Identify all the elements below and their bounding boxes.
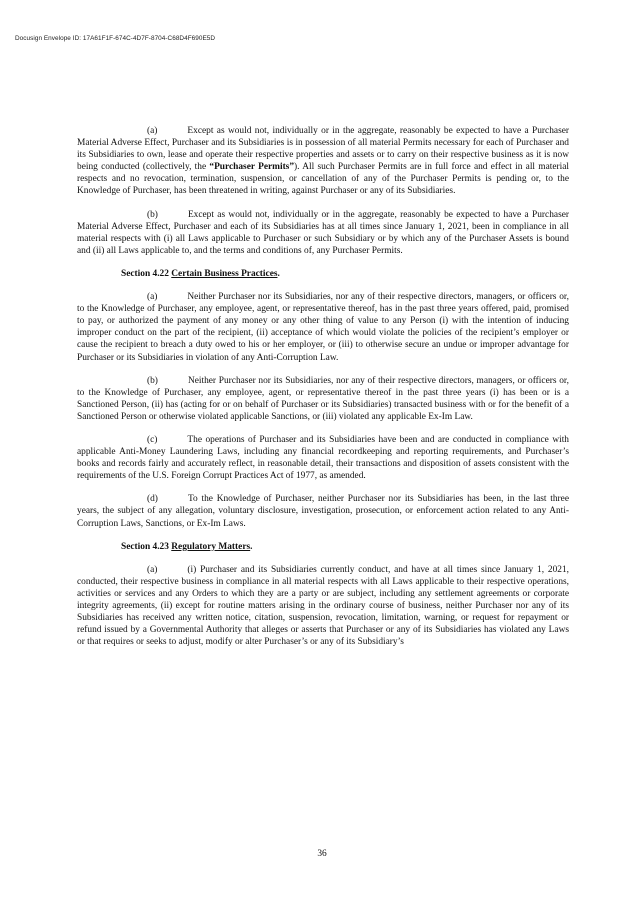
paragraph-label: (a) <box>147 292 158 303</box>
paragraph-text: Except as would not, individually or in the aggregate, reasonably be expected to have a Purchaser Material Adverse Effect, Purchaser and its Subsidiaries is in possession of all material Permits necessary for each of Purchaser and its Subsidiaries to own, lease and operate their respective properties and assets or to carry on their respective business as it is now being conducted (collectively, the <box>77 126 569 173</box>
docusign-envelope-id: Docusign Envelope ID: 17A61F1F-674C-4D7F-8704-C68D4F690E5D <box>15 35 216 42</box>
section-title-end: . <box>250 541 253 552</box>
paragraph-text: ). All such Purchaser Permits are in full force and effect in all material respects and no revocation, termination, suspension, or cancellation of any of the Purchaser Permits is pending or, to the Knowledge of Purchaser, has been threatened in writing, against Purchaser or any of its Subsidiaries. <box>77 162 569 197</box>
section-number: Section 4.23 <box>121 541 169 552</box>
paragraph-label: (d) <box>147 494 158 505</box>
section-4-23-heading <box>121 541 569 553</box>
document-body <box>77 125 569 659</box>
paragraph-4-22-a <box>77 291 569 364</box>
section-title-end: . <box>277 268 280 279</box>
section-number: Section 4.22 <box>121 268 169 279</box>
paragraph-4-21-a <box>77 125 569 198</box>
paragraph-text: Neither Purchaser nor its Subsidiaries, nor any of their respective directors, managers, or officers or, to the Knowledge of Purchaser, any employee, agent, or representative thereof, has in the past three years offered, paid, promised to pay, or authorized the payment of any money or any other thing of value to any Person (i) with the intention of inducing improper conduct on the part of the recipient, (ii) acceptance of which would violate the policies of the recipient’s employer or cause the recipient to breach a duty owed to his or her employer, or (iii) to otherwise secure an undue or improper advantage for Purchaser or its Subsidiaries in violation of any Anti-Corruption Law. <box>77 292 569 363</box>
paragraph-label: (a) <box>147 564 158 575</box>
page-number: 36 <box>317 849 327 859</box>
paragraph-4-23-a <box>77 564 569 649</box>
paragraph-label: (c) <box>147 434 158 445</box>
paragraph-4-22-d <box>77 493 569 529</box>
section-4-22-heading <box>121 268 569 280</box>
paragraph-text: Neither Purchaser nor its Subsidiaries, nor any of their respective directors, managers, or officers or, to the Knowledge of Purchaser, any employee, agent, or representative thereof in the past three years (i) has been or is a Sanctioned Person, (ii) has (acting for or on behalf of Purchaser or its Subsidiaries) transacted business with or for the benefit of a Sanctioned Person or otherwise violated applicable Sanctions, or (iii) violated any applicable Ex-Im Law. <box>77 375 569 422</box>
defined-term-purchaser-permits: “Purchaser Permits” <box>209 162 295 173</box>
section-title: Regulatory Matters <box>171 541 251 552</box>
paragraph-text: The operations of Purchaser and its Subsidiaries have been and are conducted in compliance with applicable Anti-Money Laundering Laws, including any financial recordkeeping and reporting requirements, and Purchaser’s books and records fairly and accurately reflect, in reasonable detail, their transactions and disposition of assets consistent with the requirements of the U.S. Foreign Corrupt Practices Act of 1977, as amended. <box>77 434 569 482</box>
paragraph-4-21-b <box>77 209 569 257</box>
section-title: Certain Business Practices <box>171 268 278 279</box>
paragraph-4-22-c <box>77 434 569 482</box>
paragraph-text: (i) Purchaser and its Subsidiaries currently conduct, and have at all times since January 1, 2021, conducted, their respective business in compliance in all material respects with all Laws applicable to their respective operations, activities or services and any Orders to which they are a party or are subject, including any settlement agreements or corporate integrity agreements, (ii) except for routine matters arising in the ordinary course of business, neither Purchaser nor any of its Subsidiaries has received any written notice, citation, suspension, revocation, limitation, warning, or request for repayment or refund issued by a Governmental Authority that alleges or asserts that Purchaser or any of its Subsidiaries has violated any Laws or that requires or seeks to adjust, modify or alter Purchaser’s or any of its Subsidiary’s <box>77 564 569 648</box>
paragraph-label: (a) <box>147 126 158 136</box>
paragraph-4-22-b <box>77 375 569 423</box>
paragraph-text: Except as would not, individually or in the aggregate, reasonably be expected to have a Purchaser Material Adverse Effect, Purchaser and each of its Subsidiaries has at all times since January 1, 2021, been in compliance in all material respects with (i) all Laws applicable to Purchaser or such Subsidiary or by which any of the Purchaser Assets is bound and (ii) all Laws applicable to, and the terms and conditions of, any Purchaser Permits. <box>77 209 569 256</box>
paragraph-label: (b) <box>147 209 158 220</box>
paragraph-label: (b) <box>147 375 158 386</box>
paragraph-text: To the Knowledge of Purchaser, neither Purchaser nor its Subsidiaries has been, in the last three years, the subject of any allegation, voluntary disclosure, investigation, prosecution, or enforcement action related to any Anti-Corruption Laws, Sanctions, or Ex-Im Laws. <box>77 494 569 529</box>
